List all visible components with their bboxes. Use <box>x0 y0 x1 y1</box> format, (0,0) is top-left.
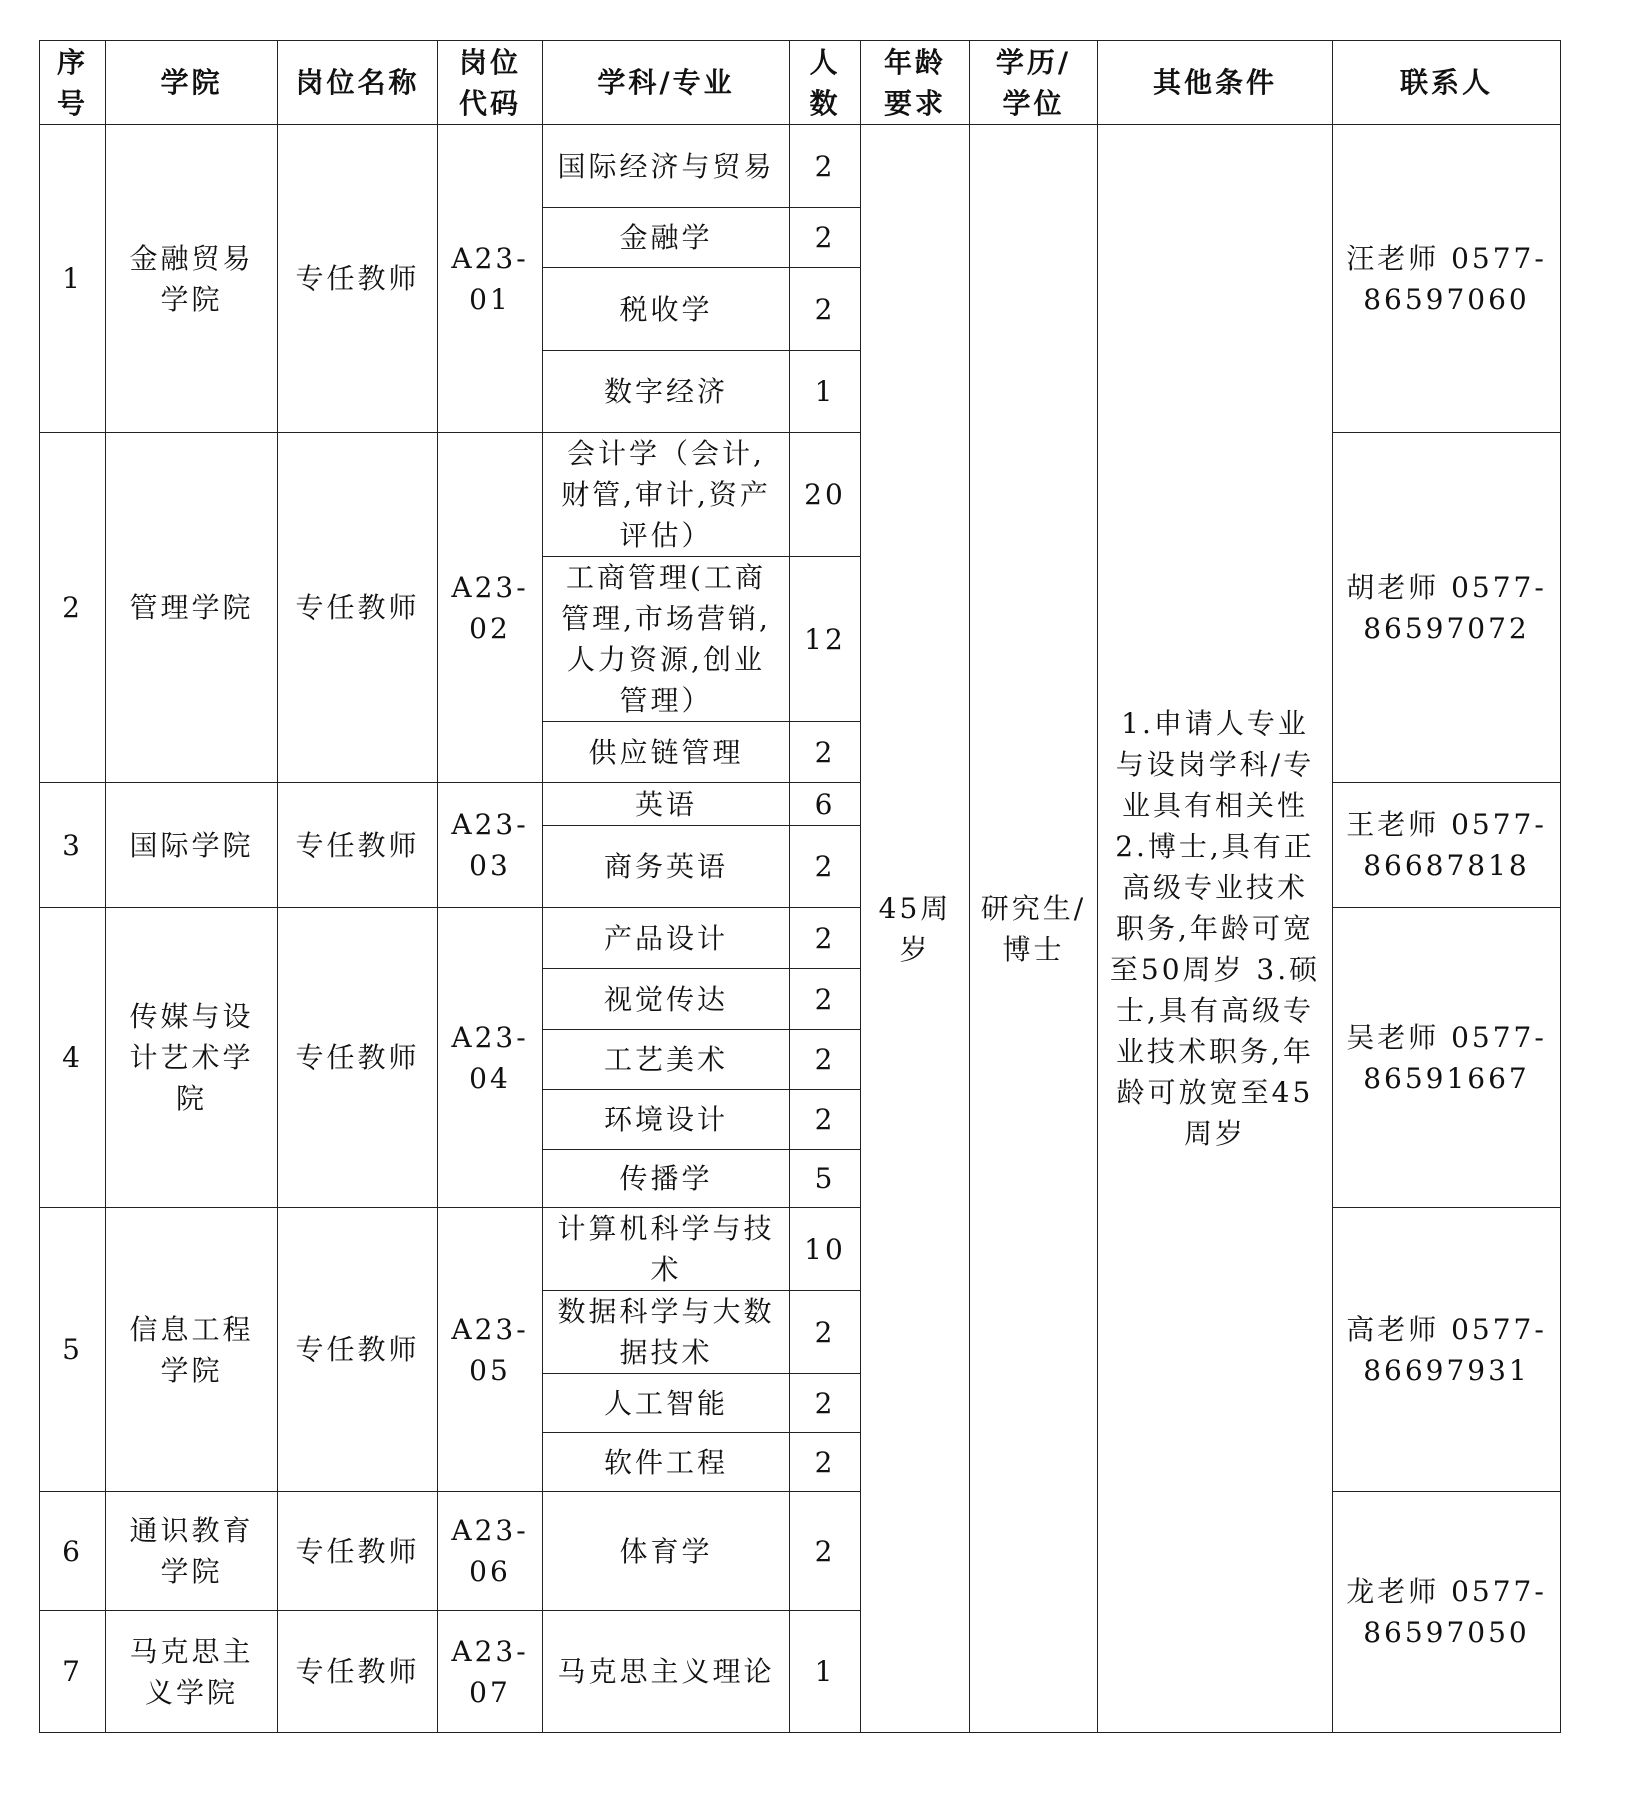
table-row <box>40 1208 1561 1291</box>
major-cell: 会计学（会计,财管,审计,资产评估） <box>543 433 790 557</box>
header-age: 年龄要求 <box>861 41 970 125</box>
major-cell: 软件工程 <box>543 1433 790 1492</box>
major-cell: 产品设计 <box>543 908 790 969</box>
header-edu: 学历/学位 <box>970 41 1098 125</box>
contact-cell: 吴老师 0577-86591667 <box>1333 908 1561 1208</box>
count-cell: 20 <box>790 433 861 557</box>
contact-cell: 王老师 0577-86687818 <box>1333 783 1561 908</box>
recruitment-table <box>39 40 1561 1733</box>
seq-cell: 5 <box>40 1208 106 1492</box>
contact-cell: 高老师 0577-86697931 <box>1333 1208 1561 1492</box>
code-cell: A23-02 <box>438 433 543 783</box>
header-position: 岗位名称 <box>278 41 438 125</box>
header-major: 学科/专业 <box>543 41 790 125</box>
seq-cell: 4 <box>40 908 106 1208</box>
major-cell: 金融学 <box>543 208 790 268</box>
header-other: 其他条件 <box>1098 41 1333 125</box>
major-cell: 工商管理(工商管理,市场营销,人力资源,创业管理） <box>543 557 790 722</box>
code-cell: A23-06 <box>438 1492 543 1611</box>
seq-cell: 1 <box>40 125 106 433</box>
count-cell: 2 <box>790 208 861 268</box>
position-cell: 专任教师 <box>278 1208 438 1492</box>
header-college: 学院 <box>106 41 278 125</box>
major-cell: 商务英语 <box>543 826 790 908</box>
count-cell: 2 <box>790 1433 861 1492</box>
major-cell: 工艺美术 <box>543 1030 790 1090</box>
header-contact: 联系人 <box>1333 41 1561 125</box>
count-cell: 1 <box>790 351 861 433</box>
position-cell: 专任教师 <box>278 433 438 783</box>
major-cell: 体育学 <box>543 1492 790 1611</box>
seq-cell: 6 <box>40 1492 106 1611</box>
college-cell: 传媒与设计艺术学院 <box>106 908 278 1208</box>
education-cell: 研究生/博士 <box>970 125 1098 1733</box>
major-cell: 英语 <box>543 783 790 826</box>
table-row <box>40 908 1561 969</box>
major-cell: 环境设计 <box>543 1090 790 1150</box>
count-cell: 2 <box>790 826 861 908</box>
major-cell: 传播学 <box>543 1150 790 1208</box>
position-cell: 专任教师 <box>278 1611 438 1733</box>
header-count: 人数 <box>790 41 861 125</box>
count-cell: 2 <box>790 969 861 1030</box>
count-cell: 2 <box>790 1291 861 1374</box>
code-cell: A23-07 <box>438 1611 543 1733</box>
major-cell: 税收学 <box>543 268 790 351</box>
count-cell: 2 <box>790 1492 861 1611</box>
position-cell: 专任教师 <box>278 908 438 1208</box>
major-cell: 供应链管理 <box>543 722 790 783</box>
major-cell: 数字经济 <box>543 351 790 433</box>
college-cell: 信息工程学院 <box>106 1208 278 1492</box>
code-cell: A23-03 <box>438 783 543 908</box>
college-cell: 国际学院 <box>106 783 278 908</box>
college-cell: 马克思主义学院 <box>106 1611 278 1733</box>
table-row <box>40 783 1561 826</box>
major-cell: 马克思主义理论 <box>543 1611 790 1733</box>
contact-cell: 胡老师 0577-86597072 <box>1333 433 1561 783</box>
college-cell: 管理学院 <box>106 433 278 783</box>
header-code: 岗位代码 <box>438 41 543 125</box>
code-cell: A23-05 <box>438 1208 543 1492</box>
count-cell: 10 <box>790 1208 861 1291</box>
major-cell: 人工智能 <box>543 1374 790 1433</box>
position-cell: 专任教师 <box>278 1492 438 1611</box>
major-cell: 数据科学与大数据技术 <box>543 1291 790 1374</box>
header-row <box>40 41 1561 125</box>
seq-cell: 7 <box>40 1611 106 1733</box>
header-seq: 序号 <box>40 41 106 125</box>
count-cell: 5 <box>790 1150 861 1208</box>
table-row <box>40 433 1561 557</box>
count-cell: 2 <box>790 1030 861 1090</box>
age-requirement-cell: 45周岁 <box>861 125 970 1733</box>
seq-cell: 2 <box>40 433 106 783</box>
count-cell: 2 <box>790 722 861 783</box>
count-cell: 2 <box>790 1374 861 1433</box>
code-cell: A23-04 <box>438 908 543 1208</box>
contact-cell: 龙老师 0577-86597050 <box>1333 1492 1561 1733</box>
other-conditions-cell: 1.申请人专业与设岗学科/专业具有相关性 2.博士,具有正高级专业技术职务,年龄可宽至50周岁 3.硕士,具有高级专业技术职务,年龄可放宽至45周岁 <box>1098 125 1333 1733</box>
major-cell: 国际经济与贸易 <box>543 125 790 208</box>
major-cell: 视觉传达 <box>543 969 790 1030</box>
seq-cell: 3 <box>40 783 106 908</box>
count-cell: 1 <box>790 1611 861 1733</box>
table-row <box>40 125 1561 208</box>
count-cell: 2 <box>790 268 861 351</box>
contact-cell: 汪老师 0577-86597060 <box>1333 125 1561 433</box>
college-cell: 通识教育学院 <box>106 1492 278 1611</box>
table-row <box>40 1492 1561 1611</box>
major-cell: 计算机科学与技术 <box>543 1208 790 1291</box>
count-cell: 2 <box>790 1090 861 1150</box>
college-cell: 金融贸易学院 <box>106 125 278 433</box>
position-cell: 专任教师 <box>278 783 438 908</box>
count-cell: 2 <box>790 908 861 969</box>
position-cell: 专任教师 <box>278 125 438 433</box>
count-cell: 12 <box>790 557 861 722</box>
code-cell: A23-01 <box>438 125 543 433</box>
count-cell: 2 <box>790 125 861 208</box>
count-cell: 6 <box>790 783 861 826</box>
